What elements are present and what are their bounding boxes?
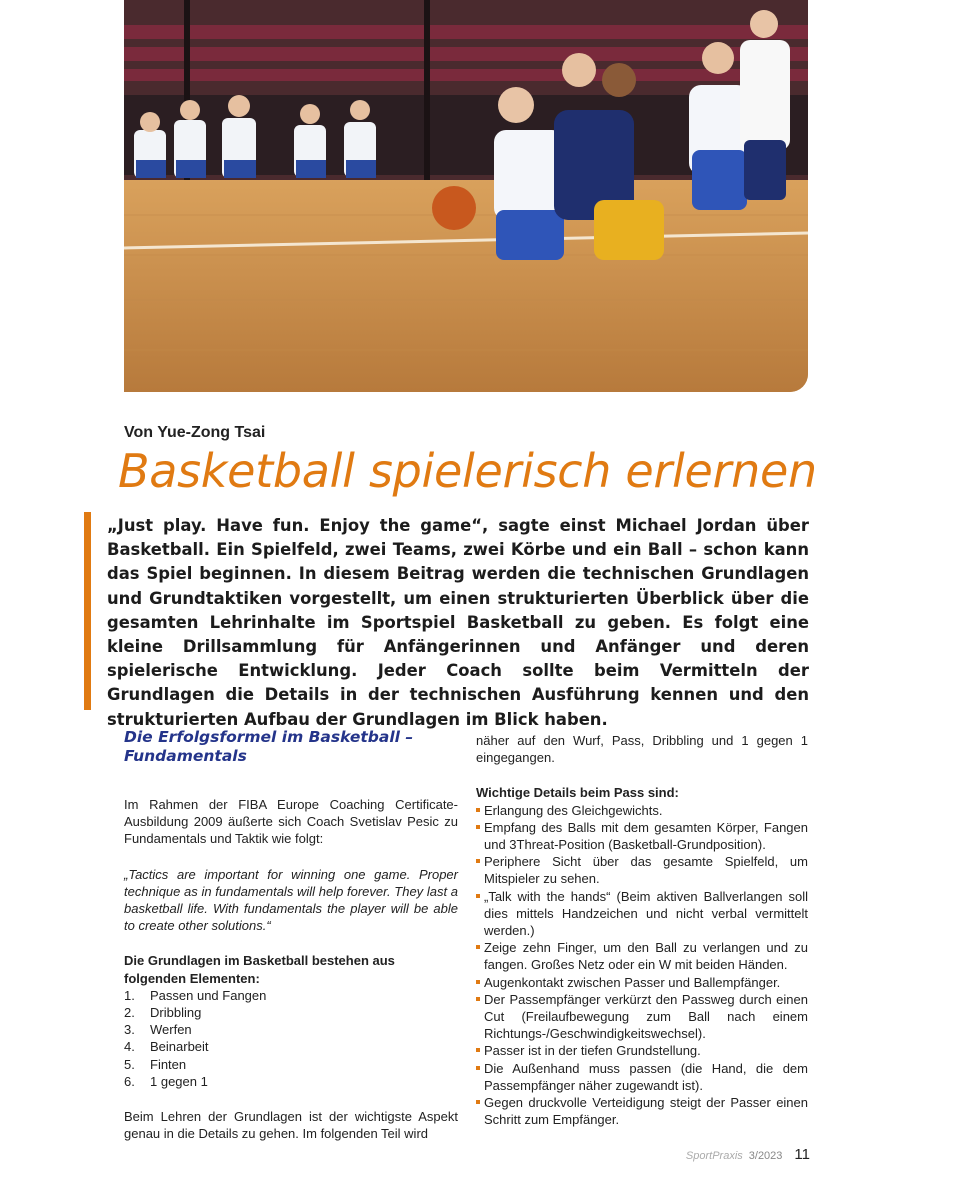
list-item: 6. 1 gegen 1 xyxy=(124,1073,208,1089)
list-item: Periphere Sicht über das gesamte Spielfeld, um Mitspieler zu sehen. xyxy=(476,853,808,887)
list-item: 4. Beinarbeit xyxy=(124,1039,209,1055)
closing-paragraph: Beim Lehren der Grundlagen ist der wichtigste Aspekt genau in die Details zu gehen. Im folgenden Teil wird xyxy=(124,1109,458,1142)
list-item: 1. Passen und Fangen xyxy=(124,987,267,1003)
page-footer xyxy=(686,1146,810,1163)
pesic-quote: „Tactics are important for winning one game. Proper technique as in fundamentals will help forever. They last a basketball life. With fundamentals the player will be able to create other solutions.“ xyxy=(124,866,458,934)
issue-number: 3/2023 xyxy=(748,1150,783,1162)
list-item: Erlangung des Gleichgewichts. xyxy=(476,802,808,819)
list-item: Empfang des Balls mit dem gesamten Körper, Fangen und 3Threat-Position (Basketball-Grundposition). xyxy=(476,819,808,853)
list-item: „Talk with the hands“ (Beim aktiven Ballverlangen soll dies mittels Handzeichen und nicht verbal vermittelt werden.) xyxy=(476,888,808,940)
basketball-game-illustration xyxy=(124,0,808,392)
list-item: Der Passempfänger verkürzt den Passweg durch einen Cut (Freilaufbewegung zum Ball nach einem Richtungs-/Geschwindigkeitswechsel). xyxy=(476,991,808,1043)
magazine-name: SportPraxis xyxy=(685,1150,743,1162)
list-item: Gegen druckvolle Verteidigung steigt der Passer einen Schritt zum Empfänger. xyxy=(476,1094,808,1128)
list-item: 3. Werfen xyxy=(124,1022,192,1038)
continuation-paragraph: näher auf den Wurf, Pass, Dribbling und 1 gegen 1 eingegangen. xyxy=(476,733,808,766)
page-number: 11 xyxy=(794,1146,810,1163)
list-item: Zeige zehn Finger, um den Ball zu verlangen und zu fangen. Großes Netz oder ein W mit beiden Händen. xyxy=(476,939,808,973)
section-subhead: Die Erfolgsformel im Basketball – Fundamentals xyxy=(124,728,414,765)
list-item: Die Außenhand muss passen (die Hand, die dem Passempfänger näher zugewandt ist). xyxy=(476,1060,808,1094)
lead-paragraph: „Just play. Have fun. Enjoy the game“, sagte einst Michael Jordan über Basketball. Ein Spielfeld, zwei Teams, zwei Körbe und ein Ball – schon kann das Spiel beginnen. In diesem Beitrag werden die technischen Grundlagen und Grundtaktiken vorgestellt, um einen strukturierten Überblick über die gesamten Lehrinhalte im Sportspiel Basketball zu geben. Es folgt eine kleine Drillsammlung für Anfängerinnen und Anfänger und deren spielerische Entwicklung. Jeder Coach sollte beim Vermitteln der Grundlagen die Details in der technischen Ausführung kennen und den strukturierten Aufbau der Grundlagen im Blick haben. xyxy=(107,516,809,729)
pass-details-list xyxy=(476,802,808,1129)
author-byline: Von Yue-Zong Tsai xyxy=(124,424,266,441)
list-item: 2. Dribbling xyxy=(124,1005,202,1021)
list-item: Augenkontakt zwischen Passer und Ballempfänger. xyxy=(476,974,808,991)
list-item: Passer ist in der tiefen Grundstellung. xyxy=(476,1042,808,1059)
right-column xyxy=(476,732,808,1128)
list-item: 5. Finten xyxy=(124,1056,187,1072)
elements-list xyxy=(124,987,458,1090)
intro-paragraph: Im Rahmen der FIBA Europe Coaching Certificate-Ausbildung 2009 äußerte sich Coach Svetislav Pesic zu Fundamentals und Taktik wie folgt: xyxy=(124,797,458,847)
left-column xyxy=(124,728,458,1142)
hero-photo xyxy=(124,0,808,392)
pass-details-heading: Wichtige Details beim Pass sind: xyxy=(476,785,679,801)
lead-accent-bar xyxy=(84,512,91,710)
article-title: Basketball spielerisch erlernen xyxy=(118,444,817,498)
elements-heading: Die Grundlagen im Basketball bestehen aus folgenden Elementen: xyxy=(124,953,395,986)
